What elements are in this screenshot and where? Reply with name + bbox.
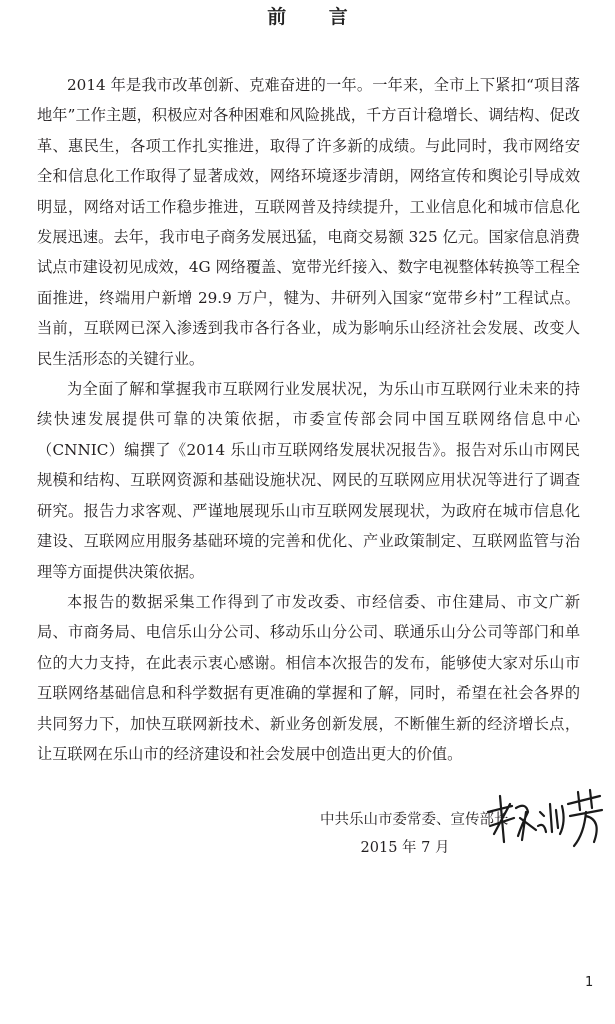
signatory-organization: 中共乐山市委常委、宣传部长 (320, 812, 509, 828)
signature-block (320, 806, 509, 862)
paragraph-2: 为全面了解和掌握我市互联网行业发展状况，为乐山市互联网行业未来的持续快速发展提供可靠的决策依据，市委宣传部会同中国互联网络信息中心（CNNIC）编撰了《2014 乐山市互联网络发展状况报告》。报告对乐山市网民规模和结构、互联网资源和基础设施状况、网民的互联网应用状况等进行了调查研究。报告力求客观、严谨地展现乐山市互联网发展现状，为政府在城市信息化建设、互联网应用服务基础环境的完善和优化、产业政策制定、互联网监管与治理等方面提供决策依据。 (37, 380, 580, 581)
handwritten-signature-icon (482, 782, 607, 854)
preface-body (37, 70, 580, 769)
signature-date: 2015 年 7 月 (360, 840, 450, 856)
paragraph-3: 本报告的数据采集工作得到了市发改委、市经信委、市住建局、市文广新局、市商务局、电信乐山分公司、移动乐山分公司、联通乐山分公司等部门和单位的大力支持，在此表示衷心感谢。相信本次报告的发布，能够使大家对乐山市互联网络基础信息和科学数据有更准确的掌握和了解，同时，希望在社会各界的共同努力下，加快互联网新技术、新业务创新发展，不断催生新的经济增长点，让互联网在乐山市的经济建设和社会发展中创造出更大的价值。 (37, 592, 580, 763)
page-title: 前 言 (267, 6, 366, 28)
paragraph-1: 2014 年是我市改革创新、克难奋进的一年。一年来，全市上下紧扣“项目落地年”工作主题，积极应对各种困难和风险挑战，千方百计稳增长、调结构、促改革、惠民生，各项工作扎实推进，取得了许多新的成绩。与此同时，我市网络安全和信息化工作取得了显著成效，网络环境逐步清朗，网络宣传和舆论引导成效明显，网络对话工作稳步推进，互联网普及持续提升，工业信息化和城市信息化发展迅速。去年，我市电子商务发展迅猛，电商交易额 325 亿元。国家信息消费试点市建设初见成效，4G 网络覆盖、宽带光纤接入、数字电视整体转换等工程全面推进，终端用户新增 29.9 万户，犍为、井研列入国家“宽带乡村”工程试点。当前，互联网已深入渗透到我市各行各业，成为影响乐山经济社会发展、改变人民生活形态的关键行业。 (37, 76, 580, 368)
page-number: 1 (585, 975, 594, 990)
